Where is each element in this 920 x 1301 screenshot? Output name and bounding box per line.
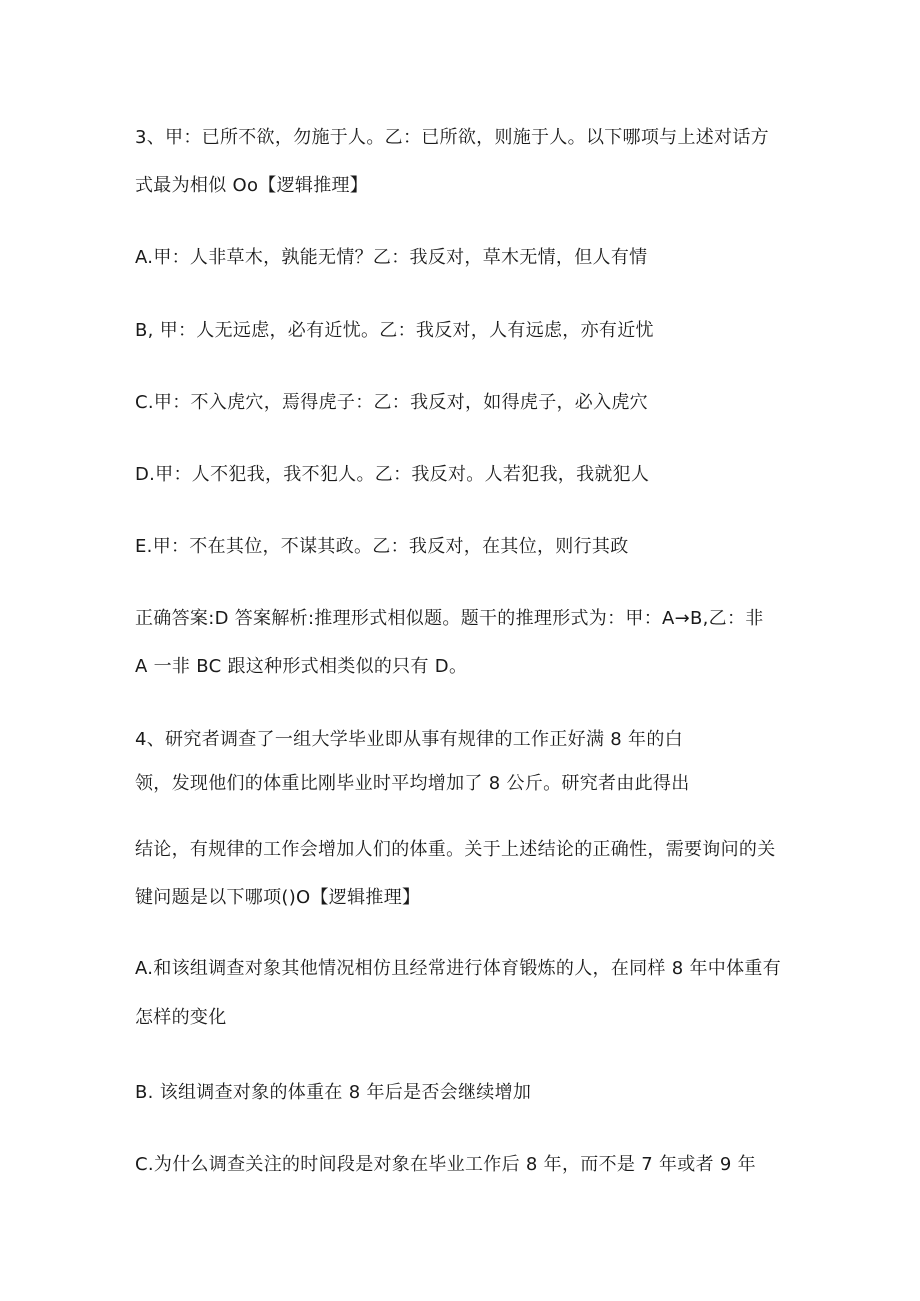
q3-answer-line-2: A 一非 BC 跟这种形式相类似的只有 D。	[135, 656, 468, 677]
q3-option-c: C.甲：不入虎穴，焉得虎子：乙：我反对，如得虎子，必入虎穴	[135, 392, 648, 413]
q3-stem-line-2: 式最为相似 Oo【逻辑推理】	[135, 175, 369, 196]
q3-option-a: A.甲：人非草木，孰能无情？乙：我反对，草木无情，但人有情	[135, 247, 648, 268]
q3-option-e: E.甲：不在其位，不谋其政。乙：我反对，在其位，则行其政	[135, 536, 629, 557]
q3-stem-line-1: 3、甲：已所不欲，勿施于人。乙：已所欲，则施于人。以下哪项与上述对话方	[135, 127, 769, 148]
q4-stem-line-4: 键问题是以下哪项()O【逻辑推理】	[135, 887, 421, 908]
q4-stem-line-2: 领，发现他们的体重比刚毕业时平均增加了 8 公斤。研究者由此得出	[135, 773, 690, 794]
q4-option-a-line-2: 怎样的变化	[135, 1007, 227, 1028]
q4-option-c: C.为什么调查关注的时间段是对象在毕业工作后 8 年，而不是 7 年或者 9 年	[135, 1154, 756, 1175]
q4-option-a-line-1: A.和该组调查对象其他情况相仿且经常进行体育锻炼的人，在同样 8 年中体重有	[135, 958, 782, 979]
q3-option-b: B, 甲：人无远虑，必有近忧。乙：我反对，人有远虑，亦有近忧	[135, 320, 654, 341]
q4-option-b: B. 该组调查对象的体重在 8 年后是否会继续增加	[135, 1082, 532, 1103]
q3-answer-line-1: 正确答案:D 答案解析:推理形式相似题。题干的推理形式为：甲：A→B,乙：非	[135, 608, 764, 629]
q4-stem-line-1: 4、研究者调查了一组大学毕业即从事有规律的工作正好满 8 年的白	[135, 729, 683, 750]
q3-option-d: D.甲：人不犯我，我不犯人。乙：我反对。人若犯我，我就犯人	[135, 464, 650, 485]
q4-stem-line-3: 结论，有规律的工作会增加人们的体重。关于上述结论的正确性，需要询问的关	[135, 839, 776, 860]
